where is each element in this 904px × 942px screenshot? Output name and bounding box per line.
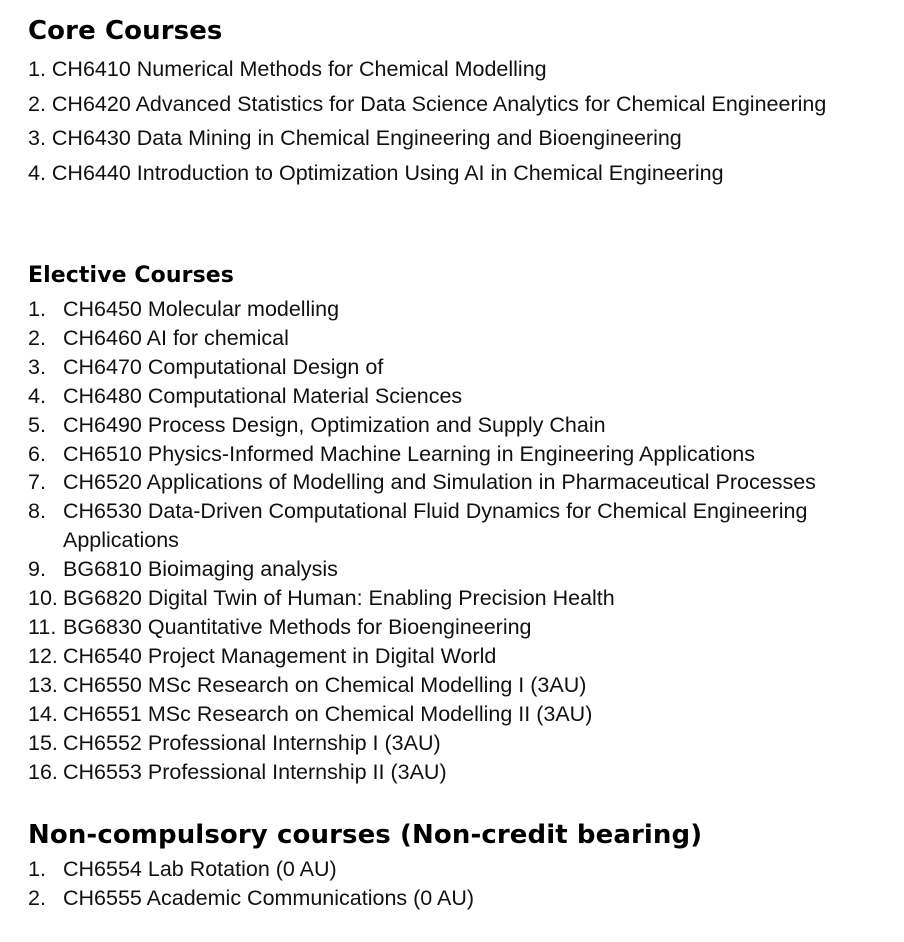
list-item: [28, 584, 888, 613]
item-text: CH6450 Molecular modelling: [63, 297, 340, 321]
item-text: CH6551 MSc Research on Chemical Modelling II (3AU): [63, 701, 593, 726]
item-number: 8.: [28, 499, 46, 524]
item-text: CH6470 Computational Design of: [63, 354, 384, 379]
item-text: CH6553 Professional Internship II (3AU): [63, 759, 447, 784]
list-item: [28, 411, 888, 440]
item-number: 10.: [28, 586, 58, 611]
list-item: 4. CH6440 Introduction to Optimization Using AI in Chemical Engineering: [28, 160, 724, 185]
list-item: [28, 440, 888, 469]
list-item: [28, 884, 888, 913]
list-item: [28, 295, 888, 324]
item-text: CH6540 Project Management in Digital World: [63, 643, 497, 668]
core-courses-list: [28, 52, 888, 190]
item-number: 1.: [28, 857, 46, 881]
list-item: [28, 671, 888, 700]
item-text: CH6490 Process Design, Optimization and Supply Chain: [63, 412, 606, 437]
list-item: [28, 555, 888, 584]
item-number: 11.: [28, 614, 57, 639]
list-item: [28, 855, 888, 884]
list-item: [28, 729, 888, 758]
non-compulsory-courses-list: [28, 855, 888, 913]
item-text: CH6480 Computational Material Sciences: [63, 383, 463, 408]
item-text: CH6554 Lab Rotation (0 AU): [63, 857, 337, 881]
core-courses-heading: Core Courses: [28, 16, 223, 46]
list-item: 2. CH6420 Advanced Statistics for Data Science Analytics for Chemical Engineering: [28, 91, 827, 116]
list-item: [28, 324, 888, 353]
list-item: [28, 613, 888, 642]
list-item: [28, 468, 888, 497]
item-number: 6.: [28, 441, 46, 466]
list-item: 1. CH6410 Numerical Methods for Chemical Modelling: [28, 57, 547, 81]
list-item: [28, 700, 888, 729]
item-number: 7.: [28, 470, 46, 495]
item-number: 4.: [28, 383, 46, 408]
item-text: CH6552 Professional Internship I (3AU): [63, 730, 441, 755]
item-text: CH6510 Physics-Informed Machine Learning in Engineering Applications: [63, 441, 755, 466]
item-number: 12.: [28, 643, 58, 668]
item-text: BG6830 Quantitative Methods for Bioengineering: [63, 614, 532, 639]
item-text: CH6460 AI for chemical: [63, 325, 289, 350]
item-number: 1.: [28, 297, 46, 321]
item-text: BG6810 Bioimaging analysis: [63, 557, 338, 582]
non-compulsory-courses-heading: Non-compulsory courses (Non-credit bearing): [28, 820, 703, 850]
list-item: 3. CH6430 Data Mining in Chemical Engineering and Bioengineering: [28, 126, 682, 150]
item-text: CH6555 Academic Communications (0 AU): [63, 885, 475, 910]
item-text: BG6820 Digital Twin of Human: Enabling Precision Health: [63, 586, 615, 611]
list-item: [28, 497, 888, 555]
item-text: CH6520 Applications of Modelling and Simulation in Pharmaceutical Processes: [63, 470, 816, 495]
item-number: 15.: [28, 730, 58, 755]
item-number: 9.: [28, 557, 46, 582]
item-number: 2.: [28, 325, 46, 350]
item-number: 2.: [28, 885, 46, 910]
elective-courses-list: [28, 295, 888, 786]
item-text: CH6530 Data-Driven Computational Fluid Dynamics for Chemical Engineering Applications: [63, 499, 808, 553]
item-number: 14.: [28, 701, 58, 726]
item-text: CH6550 MSc Research on Chemical Modelling I (3AU): [63, 672, 587, 697]
list-item: [28, 382, 888, 411]
list-item: [28, 758, 888, 787]
item-number: 13.: [28, 672, 58, 697]
item-number: 16.: [28, 759, 58, 784]
item-number: 5.: [28, 412, 46, 437]
list-item: [28, 642, 888, 671]
item-number: 3.: [28, 354, 46, 379]
list-item: [28, 353, 888, 382]
elective-courses-heading: Elective Courses: [28, 263, 234, 288]
